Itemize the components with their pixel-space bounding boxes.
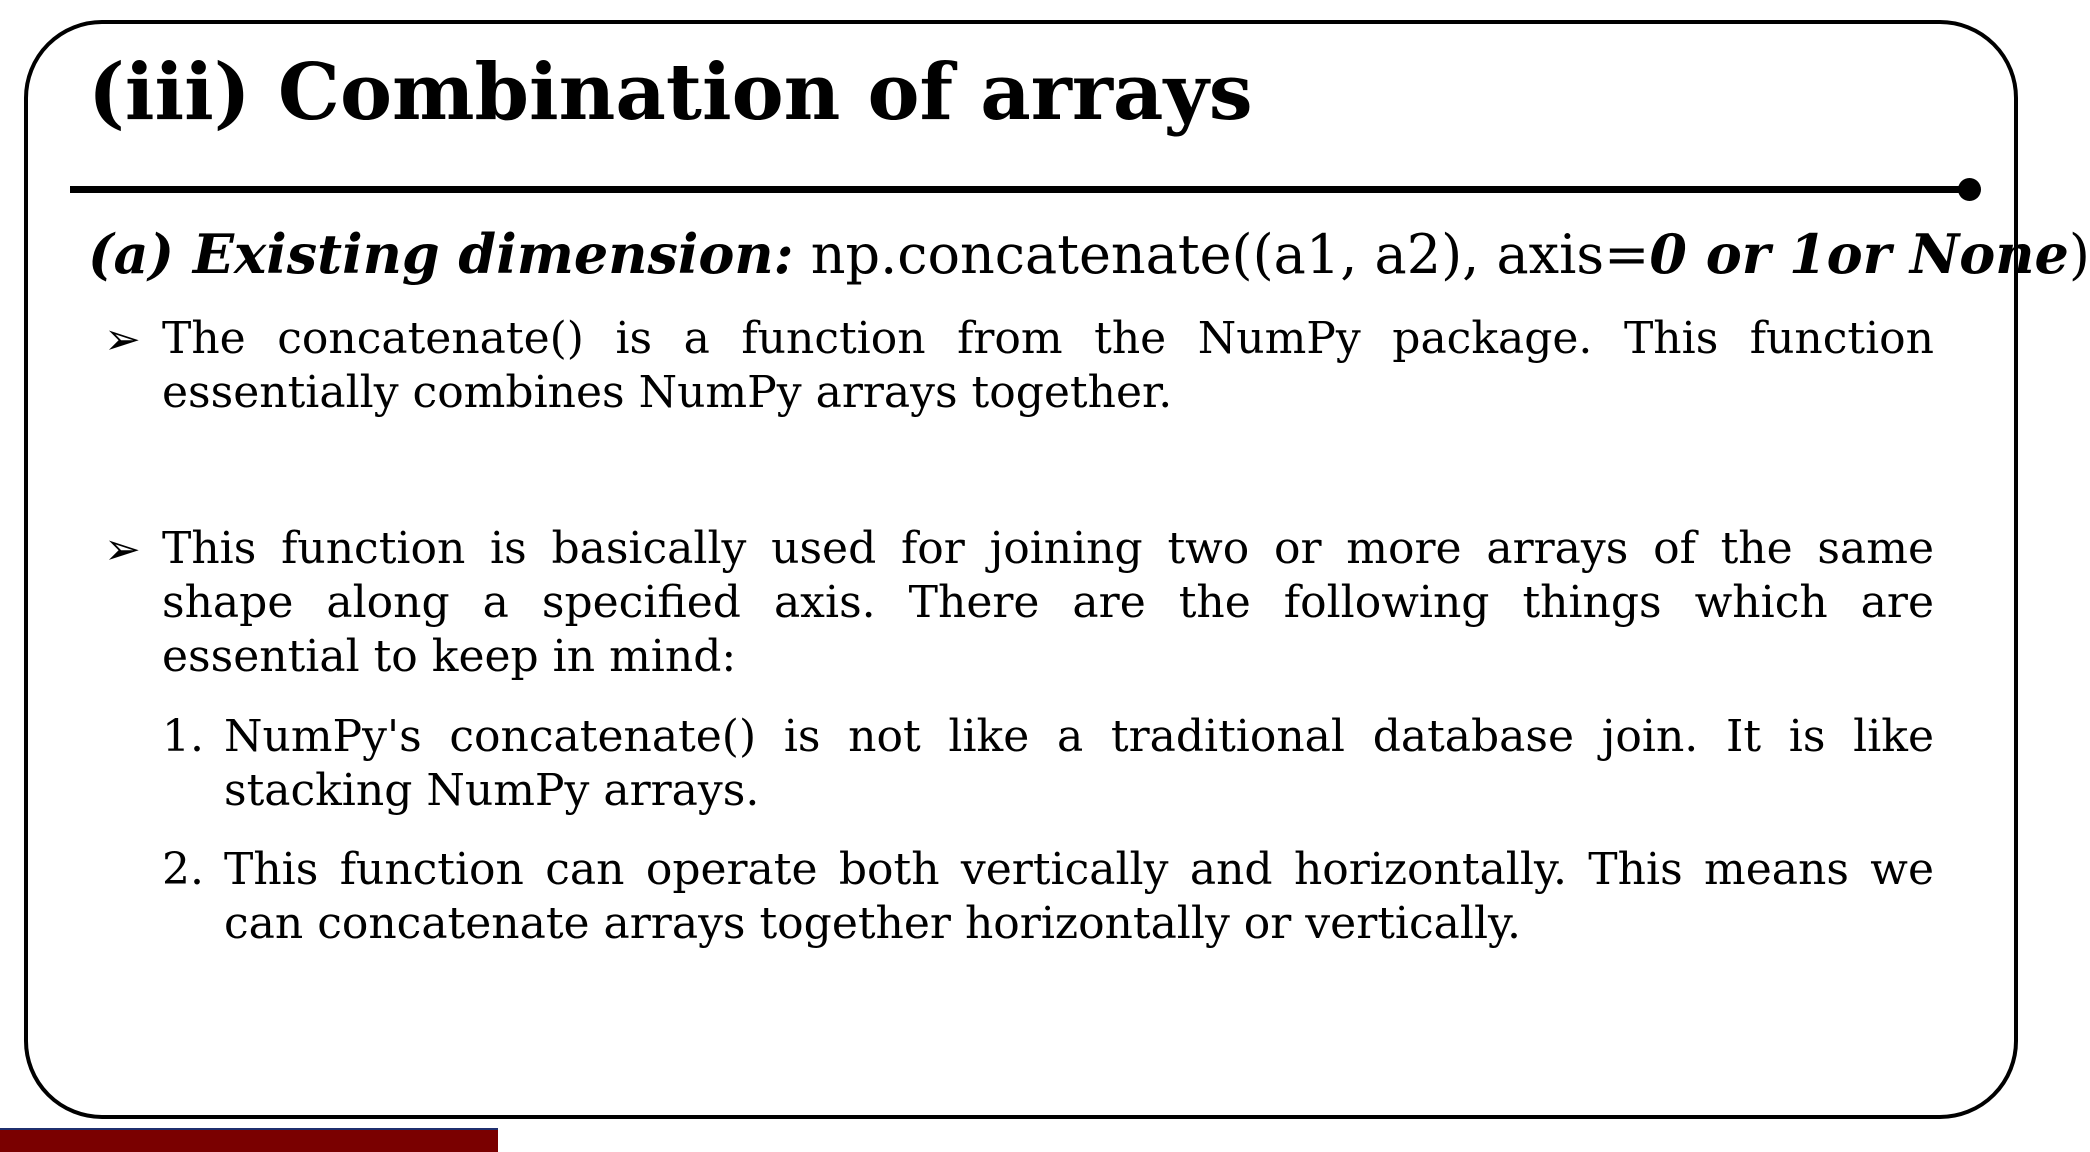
bullet-arrow-icon: ➢ bbox=[104, 314, 141, 365]
slide-title: (iii) Combination of arrays bbox=[88, 47, 1253, 138]
bullet-arrow-icon: ➢ bbox=[104, 524, 141, 575]
section-subheading bbox=[88, 222, 2090, 288]
bullet-text: This function is basically used for joining two or more arrays of the same shape along a specified axis. There are the following things which are essential to keep in mind: bbox=[162, 523, 1934, 682]
subheading-axis-value: 0 or 1or None bbox=[1649, 222, 2069, 286]
list-item-text: This function can operate both vertically and horizontally. This means we can concatenate arrays together horizontally or vertically. bbox=[224, 844, 1934, 949]
title-divider bbox=[70, 186, 1970, 193]
list-item-number: 2. bbox=[162, 844, 204, 895]
list-item-text: NumPy's concatenate() is not like a traditional database join. It is like stacking NumPy arrays. bbox=[224, 711, 1934, 816]
subheading-code-close: ) bbox=[2068, 223, 2090, 286]
list-item-number: 1. bbox=[162, 711, 204, 762]
bullet-text: The concatenate() is a function from the NumPy package. This function essentially combines NumPy arrays together. bbox=[162, 313, 1934, 418]
divider-end-dot bbox=[1958, 178, 1981, 201]
footer-accent-bar bbox=[0, 1128, 498, 1152]
subheading-code: np.concatenate((a1, a2), axis= bbox=[793, 223, 1650, 286]
subheading-label: (a) Existing dimension: bbox=[88, 222, 794, 286]
